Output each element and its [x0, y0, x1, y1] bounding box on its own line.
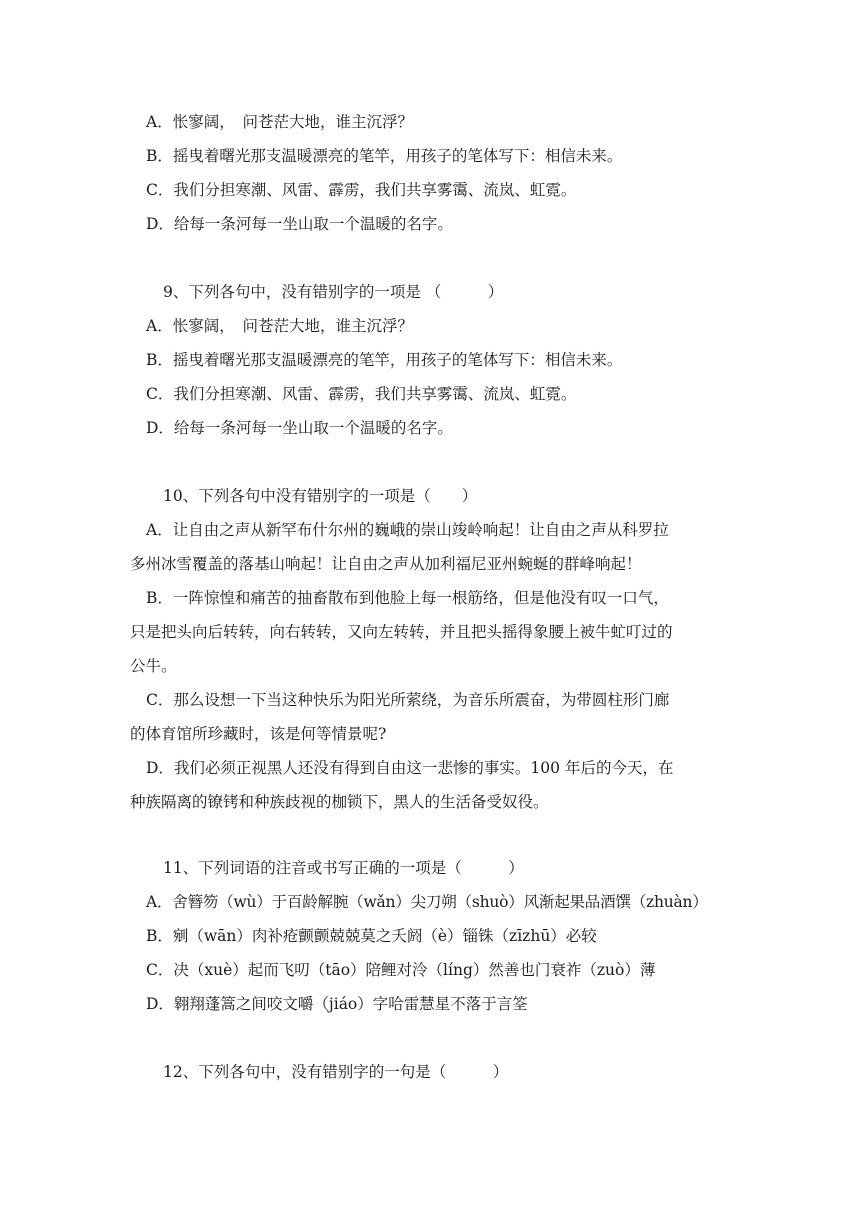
q9-option-a: A．怅寥阔， 问苍茫大地，谁主沉浮？	[146, 317, 413, 335]
intro-option-d: D．给每一条河每一坐山取一个温暖的名字。	[146, 215, 453, 233]
q11-option-d: D．翱翔蓬篙之间咬文嚼（jiáo）字哈雷慧星不落于言筌	[146, 995, 528, 1013]
q10-line-9: 种族隔离的镣铐和种族歧视的枷锁下，黑人的生活备受奴役。	[130, 793, 549, 811]
q9-option-d: D．给每一条河每一坐山取一个温暖的名字。	[146, 419, 453, 437]
q10-title: 10、下列各句中没有错别字的一项是（ ）	[163, 487, 478, 505]
intro-option-c: C．我们分担寒潮、风雷、霹雳，我们共享雾霭、流岚、虹霓。	[146, 181, 577, 199]
q12-title: 12、下列各句中，没有错别字的一句是（ ）	[163, 1063, 509, 1081]
intro-option-a: A．怅寥阔， 问苍茫大地，谁主沉浮？	[146, 113, 413, 131]
q10-line-3: B．一阵惊惶和痛苦的抽畜散布到他脸上每一根筋络，但是他没有叹一口气，	[146, 589, 669, 607]
q9-option-b: B．摇曳着曙光那支温暖漂亮的笔竿，用孩子的笔体写下：相信未来。	[146, 351, 623, 369]
q11-option-b: B．剜（wān）肉补疮颤颤兢兢莫之夭阏（è）锱铢（zīzhū）必较	[146, 927, 597, 945]
q10-line-1: A．让自由之声从新罕布什尔州的巍峨的崇山竣岭响起！让自由之声从科罗拉	[146, 521, 669, 539]
intro-option-b: B．摇曳着曙光那支温暖漂亮的笔竿，用孩子的笔体写下：相信未来。	[146, 147, 623, 165]
q10-line-5: 公牛。	[130, 657, 177, 675]
q9-title: 9、下列各句中，没有错别字的一项是 （ ）	[163, 283, 504, 301]
q10-line-2: 多州冰雪覆盖的落基山响起！让自由之声从加利福尼亚州蜿蜒的群峰响起！	[130, 555, 642, 573]
q10-line-6: C．那么设想一下当这种快乐为阳光所萦绕，为音乐所震奋，为带圆柱形门廊	[146, 691, 670, 709]
q11-option-a: A．舍簪笏（wù）于百龄解腕（wǎn）尖刀朔（shuò）风渐起果品酒馔（zhuàn）	[146, 893, 708, 911]
q10-line-8: D．我们必须正视黑人还没有得到自由这一悲惨的事实。100 年后的今天，在	[146, 759, 674, 777]
q11-option-c: C．决（xuè）起而飞叨（tāo）陪鲤对泠（líng）然善也门衰祚（zuò）薄	[146, 961, 656, 979]
q9-option-c: C．我们分担寒潮、风雷、霹雳，我们共享雾霭、流岚、虹霓。	[146, 385, 577, 403]
q10-line-7: 的体育馆所珍藏时，该是何等情景呢?	[130, 725, 387, 743]
q10-line-4: 只是把头向后转转，向右转转，又向左转转，并且把头摇得象腰上被牛虻叮过的	[130, 623, 673, 641]
q11-title: 11、下列词语的注音或书写正确的一项是（ ）	[163, 859, 524, 877]
